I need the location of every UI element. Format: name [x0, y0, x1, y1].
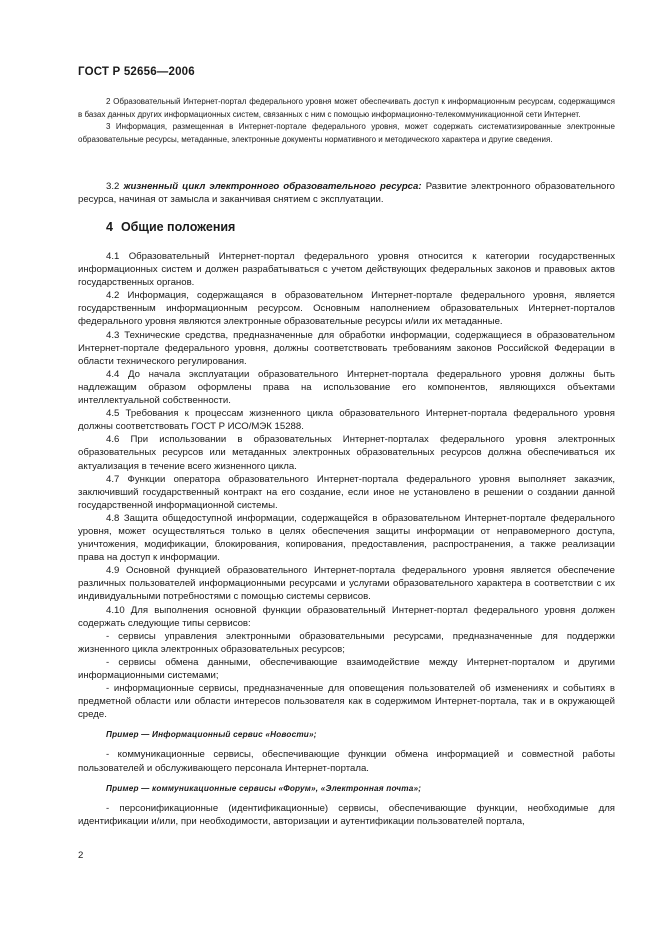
list-item-personification: - персонификационные (идентификационные) сервисы, обеспечивающие функции, необходимые для идентификации и/или, при необходимости, авторизации и аутентификации пользователей портала,	[78, 802, 615, 827]
notes-block	[78, 96, 615, 146]
section-body	[78, 250, 615, 828]
section-title: Общие положения	[120, 220, 236, 234]
paragraph-4-7: 4.7 Функции оператора образовательного Интернет-портала федерального уровня выполняет заказчик, заключивший государственный контракт на его создание, если иное не установлено в решении о создании данной государственной информационной системы.	[78, 473, 615, 511]
paragraph-4-5: 4.5 Требования к процессам жизненного цикла образовательного Интернет-портала федерального уровня должны соответствовать ГОСТ Р ИСО/МЭК 15288.	[78, 408, 615, 433]
paragraph-4-4: 4.4 До начала эксплуатации образовательного Интернет-портала федерального уровня должны быть надлежащим образом оформлены права на использование его компонентов, являющихся объектами интеллектуальной собственности.	[78, 368, 615, 407]
definition-text: Развитие электронного образовательного ресурса, начиная от замысла и заканчивая снятием с эксплуатации.	[78, 181, 616, 206]
page-number: 2	[78, 850, 84, 861]
list-item-information: - информационные сервисы, предназначенные для оповещения пользователей об изменениях и событиях в предметной области или области интересов пользователя как в содержимом Интернет-портала, так и в окружающей среде.	[78, 683, 615, 721]
note-3: 3 Информация, размещенная в Интернет-портале федерального уровня, может содержать систематизированные электронные образовательные ресурсы, метаданные, электронные документы нормативного и методического характера и другие сведения.	[78, 122, 615, 144]
paragraph-4-10: 4.10 Для выполнения основной функции образовательный Интернет-портал федерального уровня должен содержать следующие типы сервисов:	[78, 604, 615, 629]
paragraph-4-9: 4.9 Основной функцией образовательного Интернет-портала федерального уровня является обеспечение различных пользователей информационными ресурсами и услугами образовательного характера в соответствии с их индивидуальными потребностями с помощью системы сервисов.	[78, 565, 615, 603]
paragraph-4-3: 4.3 Технические средства, предназначенные для обработки информации, содержащиеся в образовательном Интернет-портале федерального уровня, должны соответствовать требованиям законов Российской Федерации в области технического регулирования.	[78, 329, 615, 367]
example-news: Пример — Информационный сервис «Новости»;	[106, 730, 317, 740]
paragraph-4-8: 4.8 Защита общедоступной информации, содержащейся в образовательном Интернет-портале федерального уровня, может осуществляться только в целях обеспечения защиты информации от неправомерного доступа, уничтожения, модификации, блокирования, копирования, предоставления, распространения, а также реализации права на доступ к информации.	[78, 512, 615, 564]
paragraph-4-1: 4.1 Образовательный Интернет-портал федерального уровня относится к категории государственных информационных систем и должен разрабатываться с учетом действующих федеральных законов и правовых актов государственных органов.	[78, 251, 615, 289]
document-header: ГОСТ Р 52656—2006	[78, 66, 195, 78]
definition-term: жизненный цикл электронного образовательного ресурса:	[123, 181, 422, 192]
section-heading	[106, 220, 243, 234]
definition-number: 3.2	[106, 181, 120, 192]
note-2: 2 Образовательный Интернет-портал федерального уровня может обеспечивать доступ к информационным ресурсам, содержащимся в базах данных других информационных систем, связанных с ним с помощью информационно-телекоммуникационной сети Интернет.	[78, 97, 615, 119]
list-item-management: - сервисы управления электронными образовательными ресурсами, предназначенные для поддержки жизненного цикла электронных образовательных ресурсов;	[78, 630, 615, 655]
example-forum: Пример — коммуникационные сервисы «Форум», «Электронная почта»;	[106, 783, 422, 793]
section-number: 4	[106, 220, 113, 234]
paragraph-4-2: 4.2 Информация, содержащаяся в образовательном Интернет-портале федерального уровня, является государственным информационным ресурсом. Основным наполнением образовательных Интернет-порталов федерального уровня являются электронные образовательные ресурсы и/или их метаданные.	[78, 290, 615, 328]
definition-3-2	[78, 180, 615, 206]
list-item-exchange: - сервисы обмена данными, обеспечивающие взаимодействие между Интернет-порталом и другими информационными системами;	[78, 656, 615, 681]
list-item-communication: - коммуникационные сервисы, обеспечивающие функции обмена информацией и совместной работы пользователей и обслуживающего персонала Интернет-портала.	[78, 749, 615, 774]
paragraph-4-6: 4.6 При использовании в образовательных Интернет-порталах федерального уровня электронных образовательных ресурсов или метаданных электронных образовательных ресурсов должна обеспечиваться их актуализация в течение всего жизненного цикла.	[78, 434, 615, 472]
